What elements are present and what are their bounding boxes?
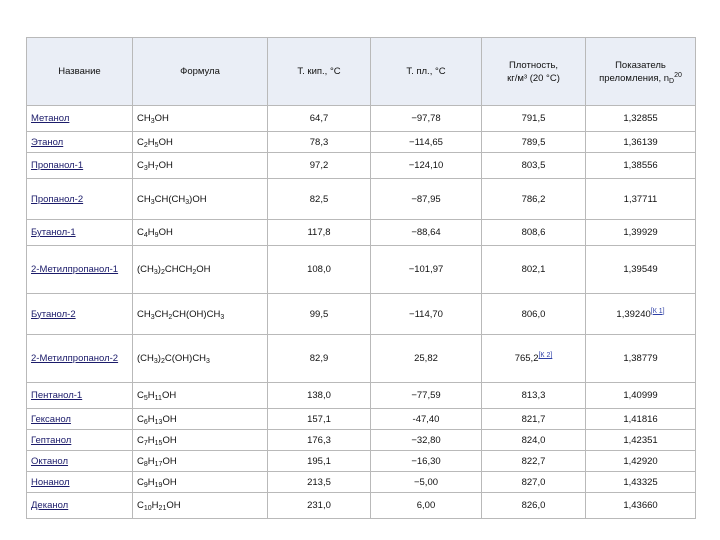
table-row — [27, 335, 696, 383]
formula-part: OH — [162, 455, 177, 467]
boiling-point-value: 195,1 — [307, 455, 331, 467]
formula-part: (CH — [137, 353, 154, 364]
cell-density — [482, 106, 586, 132]
formula-part: C — [137, 136, 144, 148]
cell-name — [27, 220, 133, 246]
formula-subscript: 10 — [143, 505, 152, 512]
melting-point-value: −5,00 — [413, 476, 439, 488]
cell-name — [27, 430, 133, 451]
formula-part: H — [147, 455, 155, 467]
formula-subscript: 3 — [150, 313, 155, 321]
cell-refraction — [586, 472, 696, 493]
cell-refraction — [586, 493, 696, 519]
melting-point-value: −87,95 — [411, 193, 441, 205]
formula-subscript: 2 — [192, 269, 197, 276]
alcohol-name-link[interactable]: Деканол — [31, 500, 69, 511]
alcohol-name-link[interactable]: Пентанол-1 — [31, 390, 83, 401]
formula-part: H — [147, 390, 155, 401]
alcohols-table — [26, 37, 696, 519]
table-row — [27, 430, 696, 451]
alcohol-name-link[interactable]: Пропанол-2 — [31, 193, 84, 205]
cell-refraction — [586, 451, 696, 472]
formula-part: H — [147, 160, 155, 171]
cell-melting-point — [371, 179, 482, 220]
cell-density — [482, 383, 586, 409]
boiling-point-value: 82,5 — [309, 193, 329, 205]
alcohol-name-link[interactable]: Октанол — [31, 455, 69, 467]
density-value: 765,2 — [514, 353, 539, 364]
cell-boiling-point — [268, 383, 371, 409]
cell-formula — [133, 294, 268, 335]
refraction-value: 1,39929 — [623, 227, 658, 238]
density-value: 806,0 — [521, 308, 546, 320]
cell-melting-point — [371, 246, 482, 294]
melting-point-value: −124,10 — [408, 160, 444, 171]
formula-part: C — [137, 455, 144, 467]
formula-part: OH — [161, 390, 177, 401]
cell-name — [27, 383, 133, 409]
cell-density — [482, 451, 586, 472]
melting-point-value: −16,30 — [411, 455, 441, 467]
cell-formula — [133, 493, 268, 519]
table-row — [27, 179, 696, 220]
table-row — [27, 220, 696, 246]
cell-name — [27, 246, 133, 294]
density-value: 803,5 — [521, 160, 546, 171]
header-formula: Формула — [133, 38, 268, 106]
formula-subscript: 2 — [143, 141, 148, 149]
formula-subscript: 3 — [153, 358, 158, 365]
refraction-value: 1,38779 — [623, 353, 658, 364]
header-refraction-line2: преломления, n — [599, 72, 670, 84]
formula-part: C — [137, 413, 144, 425]
cell-boiling-point — [268, 153, 371, 179]
melting-point-value: 25,82 — [414, 353, 438, 364]
cell-refraction — [586, 132, 696, 153]
header-refraction — [586, 38, 696, 106]
cell-melting-point — [371, 106, 482, 132]
cell-density — [482, 294, 586, 335]
density-value: 808,6 — [521, 227, 546, 238]
cell-refraction — [586, 246, 696, 294]
cell-density — [482, 335, 586, 383]
cell-boiling-point — [268, 493, 371, 519]
boiling-point-value: 82,9 — [309, 353, 329, 364]
cell-formula — [133, 153, 268, 179]
cell-formula — [133, 409, 268, 430]
formula-subscript: 9 — [143, 481, 148, 489]
cell-density — [482, 132, 586, 153]
table-row — [27, 451, 696, 472]
header-density-line2: кг/м³ (20 °C) — [507, 72, 560, 84]
refraction-value: 1,42351 — [623, 434, 658, 446]
formula-subscript: 6 — [143, 418, 148, 426]
formula-part: C — [137, 227, 144, 238]
density-value: 802,1 — [521, 264, 546, 275]
cell-name — [27, 493, 133, 519]
cell-refraction — [586, 409, 696, 430]
formula-part: OH — [166, 500, 181, 511]
refraction-value: 1,32855 — [623, 113, 658, 124]
cell-boiling-point — [268, 335, 371, 383]
formula-subscript: 3 — [150, 198, 155, 206]
boiling-point-value: 78,3 — [309, 136, 329, 148]
formula-subscript: 2 — [160, 358, 165, 365]
formula-subscript: 4 — [143, 232, 148, 239]
boiling-point-value: 117,8 — [307, 227, 331, 238]
formula-part: OH — [162, 476, 177, 488]
formula-subscript: 21 — [158, 505, 167, 512]
formula-part: OH — [196, 264, 211, 275]
formula-subscript: 17 — [154, 460, 163, 468]
cell-density — [482, 430, 586, 451]
formula-subscript: 19 — [154, 481, 163, 489]
cell-name — [27, 451, 133, 472]
formula-subscript: 2 — [168, 313, 173, 321]
cell-name — [27, 132, 133, 153]
boiling-point-value: 108,0 — [307, 264, 331, 275]
cell-name — [27, 153, 133, 179]
cell-name — [27, 106, 133, 132]
melting-point-value: −101,97 — [408, 264, 444, 275]
formula-part: OH — [158, 227, 173, 238]
refraction-value: 1,40999 — [623, 390, 658, 401]
cell-melting-point — [371, 472, 482, 493]
cell-boiling-point — [268, 179, 371, 220]
cell-boiling-point — [268, 294, 371, 335]
cell-name — [27, 335, 133, 383]
table-row — [27, 132, 696, 153]
header-density-line1: Плотность, — [508, 59, 559, 71]
header-row — [27, 38, 696, 106]
refraction-value: 1,36139 — [623, 136, 658, 148]
table-row — [27, 106, 696, 132]
cell-melting-point — [371, 409, 482, 430]
alcohol-name-link[interactable]: Гептанол — [31, 434, 72, 446]
formula-part: )OH — [189, 193, 207, 205]
table-row — [27, 294, 696, 335]
alcohol-name-link[interactable]: Нонанол — [31, 476, 70, 488]
formula-part: C — [137, 160, 144, 171]
cell-refraction — [586, 383, 696, 409]
boiling-point-value: 176,3 — [307, 434, 331, 446]
cell-boiling-point — [268, 430, 371, 451]
table-row — [27, 493, 696, 519]
formula-part: CH — [137, 193, 151, 205]
density-value: 791,5 — [521, 113, 546, 124]
formula-subscript: 15 — [154, 439, 163, 447]
boiling-point-value: 64,7 — [309, 113, 329, 124]
alcohol-name-link[interactable]: Пропанол-1 — [31, 160, 84, 171]
formula-subscript: 7 — [143, 439, 148, 447]
boiling-point-value: 157,1 — [307, 413, 331, 425]
cell-refraction — [586, 335, 696, 383]
formula-subscript: 7 — [154, 165, 159, 172]
refraction-value: 1,41816 — [623, 413, 658, 425]
refraction-value: 1,42920 — [623, 455, 658, 467]
melting-point-value: −32,80 — [411, 434, 441, 446]
alcohol-name-link[interactable]: Метанол — [31, 113, 70, 124]
cell-boiling-point — [268, 106, 371, 132]
density-value: 827,0 — [521, 476, 546, 488]
formula-part: C — [137, 434, 144, 446]
alcohol-name-link[interactable]: 2-Метилпропанол-2 — [31, 353, 119, 364]
formula-part: CHCH — [164, 264, 193, 275]
formula-subscript: 3 — [150, 118, 155, 125]
cell-name — [27, 294, 133, 335]
cell-density — [482, 246, 586, 294]
cell-density — [482, 220, 586, 246]
formula-part: OH — [158, 160, 173, 171]
cell-name — [27, 179, 133, 220]
formula-subscript: 5 — [154, 141, 159, 149]
cell-density — [482, 472, 586, 493]
boiling-point-value: 97,2 — [309, 160, 329, 171]
formula-subscript: 3 — [153, 269, 158, 276]
cell-formula — [133, 451, 268, 472]
formula-part: C — [137, 500, 144, 511]
header-name: Название — [27, 38, 133, 106]
header-melting-point: Т. пл., °C — [371, 38, 482, 106]
formula-part: OH — [158, 136, 173, 148]
cell-melting-point — [371, 335, 482, 383]
formula-part: H — [147, 227, 155, 238]
cell-melting-point — [371, 132, 482, 153]
density-footnote-link[interactable]: [К 2] — [538, 352, 553, 359]
formula-part: CH — [137, 308, 151, 320]
density-value: 786,2 — [521, 193, 546, 205]
density-value: 789,5 — [521, 136, 546, 148]
density-value: 821,7 — [521, 413, 546, 425]
cell-melting-point — [371, 220, 482, 246]
melting-point-value: −88,64 — [411, 227, 441, 238]
cell-refraction — [586, 153, 696, 179]
melting-point-value: −114,70 — [409, 308, 443, 320]
alcohol-name-link[interactable]: Этанол — [31, 136, 64, 148]
cell-name — [27, 472, 133, 493]
cell-melting-point — [371, 430, 482, 451]
cell-formula — [133, 472, 268, 493]
formula-part: H — [151, 500, 159, 511]
formula-subscript: 8 — [143, 460, 148, 468]
cell-boiling-point — [268, 409, 371, 430]
boiling-point-value: 213,5 — [307, 476, 331, 488]
formula-part: ) — [157, 264, 161, 275]
cell-density — [482, 153, 586, 179]
cell-density — [482, 409, 586, 430]
formula-subscript: 11 — [154, 395, 162, 402]
formula-part: ) — [157, 353, 161, 364]
cell-melting-point — [371, 294, 482, 335]
formula-part: (CH — [137, 264, 154, 275]
refraction-value: 1,43660 — [623, 500, 658, 511]
melting-point-value: -47,40 — [412, 413, 440, 425]
density-value: 824,0 — [521, 434, 546, 446]
formula-subscript: 3 — [220, 313, 225, 321]
cell-refraction — [586, 294, 696, 335]
boiling-point-value: 231,0 — [307, 500, 331, 511]
cell-formula — [133, 430, 268, 451]
cell-boiling-point — [268, 220, 371, 246]
cell-boiling-point — [268, 246, 371, 294]
melting-point-value: −114,65 — [409, 136, 443, 148]
formula-subscript: 13 — [154, 418, 163, 426]
melting-point-value: −97,78 — [411, 113, 441, 124]
melting-point-value: −77,59 — [411, 390, 441, 401]
formula-part: CH — [137, 113, 151, 124]
formula-part: CH — [154, 308, 169, 320]
cell-refraction — [586, 220, 696, 246]
refraction-value: 1,38556 — [623, 160, 658, 171]
boiling-point-value: 99,5 — [309, 308, 329, 320]
cell-boiling-point — [268, 472, 371, 493]
header-refraction-sup: 20 — [674, 71, 682, 79]
formula-part: OH — [154, 113, 169, 124]
cell-formula — [133, 383, 268, 409]
table-row — [27, 153, 696, 179]
refraction-value: 1,39549 — [623, 264, 658, 275]
table-row — [27, 246, 696, 294]
density-value: 813,3 — [521, 390, 546, 401]
formula-subscript: 5 — [143, 395, 148, 402]
refraction-value: 1,39240 — [616, 308, 651, 320]
cell-boiling-point — [268, 132, 371, 153]
formula-part: C — [137, 476, 144, 488]
density-value: 826,0 — [521, 500, 546, 511]
cell-formula — [133, 132, 268, 153]
cell-density — [482, 179, 586, 220]
table-row — [27, 409, 696, 430]
formula-subscript: 3 — [206, 358, 210, 365]
cell-melting-point — [371, 451, 482, 472]
alcohol-name-link[interactable]: Гексанол — [31, 413, 71, 425]
alcohol-name-link[interactable]: Бутанол-1 — [31, 227, 76, 238]
cell-boiling-point — [268, 451, 371, 472]
formula-subscript: 2 — [160, 269, 165, 276]
cell-formula — [133, 179, 268, 220]
formula-part: H — [147, 476, 155, 488]
cell-formula — [133, 220, 268, 246]
alcohol-name-link[interactable]: Бутанол-2 — [31, 308, 76, 320]
table-row — [27, 472, 696, 493]
formula-part: CH(OH)CH — [172, 308, 221, 320]
cell-formula — [133, 106, 268, 132]
formula-part: CH(CH — [154, 193, 186, 205]
cell-formula — [133, 246, 268, 294]
header-boiling-point: Т. кип., °C — [268, 38, 371, 106]
formula-part: H — [147, 434, 155, 446]
formula-part: OH — [162, 434, 177, 446]
boiling-point-value: 138,0 — [307, 390, 331, 401]
formula-subscript: 9 — [154, 232, 159, 239]
cell-formula — [133, 335, 268, 383]
formula-subscript: 3 — [185, 198, 190, 206]
refraction-footnote-link[interactable]: [К 1] — [650, 307, 665, 315]
alcohol-name-link[interactable]: 2-Метилпропанол-1 — [31, 264, 119, 275]
cell-melting-point — [371, 383, 482, 409]
melting-point-value: 6,00 — [416, 500, 436, 511]
cell-refraction — [586, 430, 696, 451]
cell-melting-point — [371, 493, 482, 519]
formula-part: C(OH)CH — [164, 353, 207, 364]
cell-refraction — [586, 106, 696, 132]
cell-refraction — [586, 179, 696, 220]
formula-part: C — [137, 390, 144, 401]
cell-name — [27, 409, 133, 430]
header-density — [482, 38, 586, 106]
header-refraction-line1: Показатель — [615, 59, 666, 71]
cell-melting-point — [371, 153, 482, 179]
formula-subscript: 3 — [143, 165, 148, 172]
formula-part: H — [147, 136, 155, 148]
density-value: 822,7 — [521, 455, 546, 467]
formula-part: OH — [162, 413, 177, 425]
refraction-value: 1,37711 — [623, 193, 658, 205]
formula-part: H — [147, 413, 155, 425]
header-refraction-sub: D — [669, 77, 675, 85]
cell-density — [482, 493, 586, 519]
refraction-value: 1,43325 — [623, 476, 658, 488]
table-row — [27, 383, 696, 409]
